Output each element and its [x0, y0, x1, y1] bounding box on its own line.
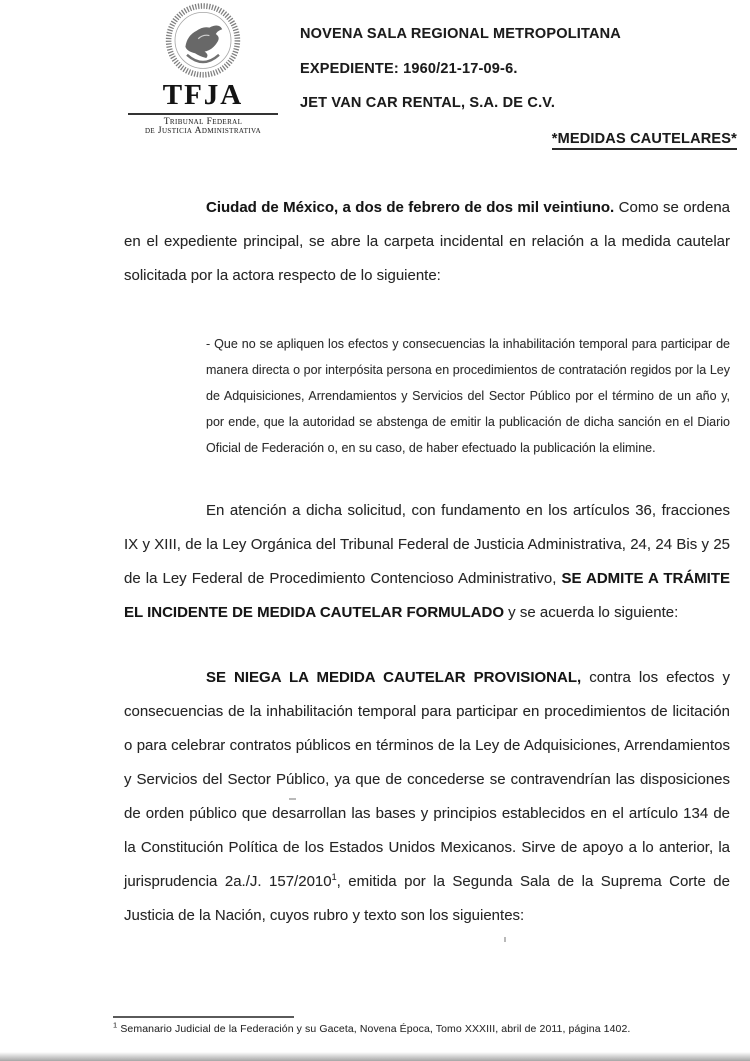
footnote-divider: [113, 1016, 294, 1018]
document-subject: *MEDIDAS CAUTELARES*: [552, 131, 737, 150]
court-name: NOVENA SALA REGIONAL METROPOLITANA: [300, 26, 621, 42]
plaintiff-name: JET VAN CAR RENTAL, S.A. DE C.V.: [300, 95, 556, 112]
requested-measure-quote: - Que no se apliquen los efectos y consecuencias la inhabilitación temporal para participar de manera directa o por interpósita persona en procedimientos de contratación regidos por la Ley de Adquisiciones, Arrendamientos y Servicios del Sector Público por el término de un año y, por ende, que la autoridad se abstenga de emitir la publicación de dicha sanción en el Diario Oficial de Federación o, en su caso, de haber efectuado la publicación la elimine.: [206, 337, 730, 455]
logo-divider: [128, 113, 278, 115]
date-line: Ciudad de México, a dos de febrero de dos mil veintiuno.: [206, 199, 615, 216]
document-body: [124, 191, 730, 933]
logo-acronym: TFJA: [162, 79, 244, 111]
admission-ruling: SE ADMITE A TRÁMITE EL INCIDENTE DE MEDIDA CAUTELAR FORMULADO: [124, 570, 731, 621]
scan-bottom-edge: [0, 1052, 750, 1061]
paragraph-opening: Ciudad de México, a dos de febrero de dos mil veintiuno. Como se ordena en el expediente principal, se abre la carpeta incidental en relación a la medida cautelar solicitada por la actora respecto de lo siguiente:: [124, 199, 731, 284]
scan-artifact: [289, 798, 296, 800]
paragraph-denial: SE NIEGA LA MEDIDA CAUTELAR PROVISIONAL, contra los efectos y consecuencias de la inhabilitación temporal para participar en procedimientos de licitación o para celebrar contratos públicos en términos de la Ley de Adquisiciones, Arrendamientos y Servicios del Sector Público, ya que de concederse se contravendrían las disposiciones de orden público que desarrollan las bases y principios establecidos en el artículo 134 de la Constitución Política de los Estados Unidos Mexicanos. Sirve de apoyo a lo anterior, la jurisprudencia 2a./J. 157/2010$^1$, emitida por la Segunda Sala de la Suprema Corte de Justicia de la Nación, cuyos rubro y texto son los siguientes:: [124, 669, 730, 924]
tfja-logo: [126, 2, 280, 135]
footnote-text: $^1$ Semanario Judicial de la Federación y su Gaceta, Novena Época, Tomo XXXIII, abril de 2011, página 1402.: [113, 1020, 631, 1035]
scan-artifact: [504, 937, 506, 942]
national-seal-icon: [162, 2, 244, 82]
case-header: [300, 17, 740, 121]
footnote-marker: 1: [113, 1020, 118, 1030]
denial-ruling: SE NIEGA LA MEDIDA CAUTELAR PROVISIONAL,: [206, 669, 582, 686]
footnote-reference: 1: [331, 872, 337, 882]
footnote: [113, 1016, 733, 1035]
logo-institution-line1: Tribunal Federal: [163, 117, 243, 127]
case-file-number: EXPEDIENTE: 1960/21-17-09-6.: [300, 60, 518, 77]
paragraph-admission: En atención a dicha solicitud, con fundamento en los artículos 36, fracciones IX y XIII, de la Ley Orgánica del Tribunal Federal de Justicia Administrativa, 24, 24 Bis y 25 de la Ley Federal de Procedimiento Contencioso Administrativo, SE ADMITE A TRÁMITE EL INCIDENTE DE MEDIDA CAUTELAR FORMULADO y se acuerda lo siguiente:: [124, 502, 731, 621]
logo-institution-line2: de Justicia Administrativa: [144, 125, 262, 136]
